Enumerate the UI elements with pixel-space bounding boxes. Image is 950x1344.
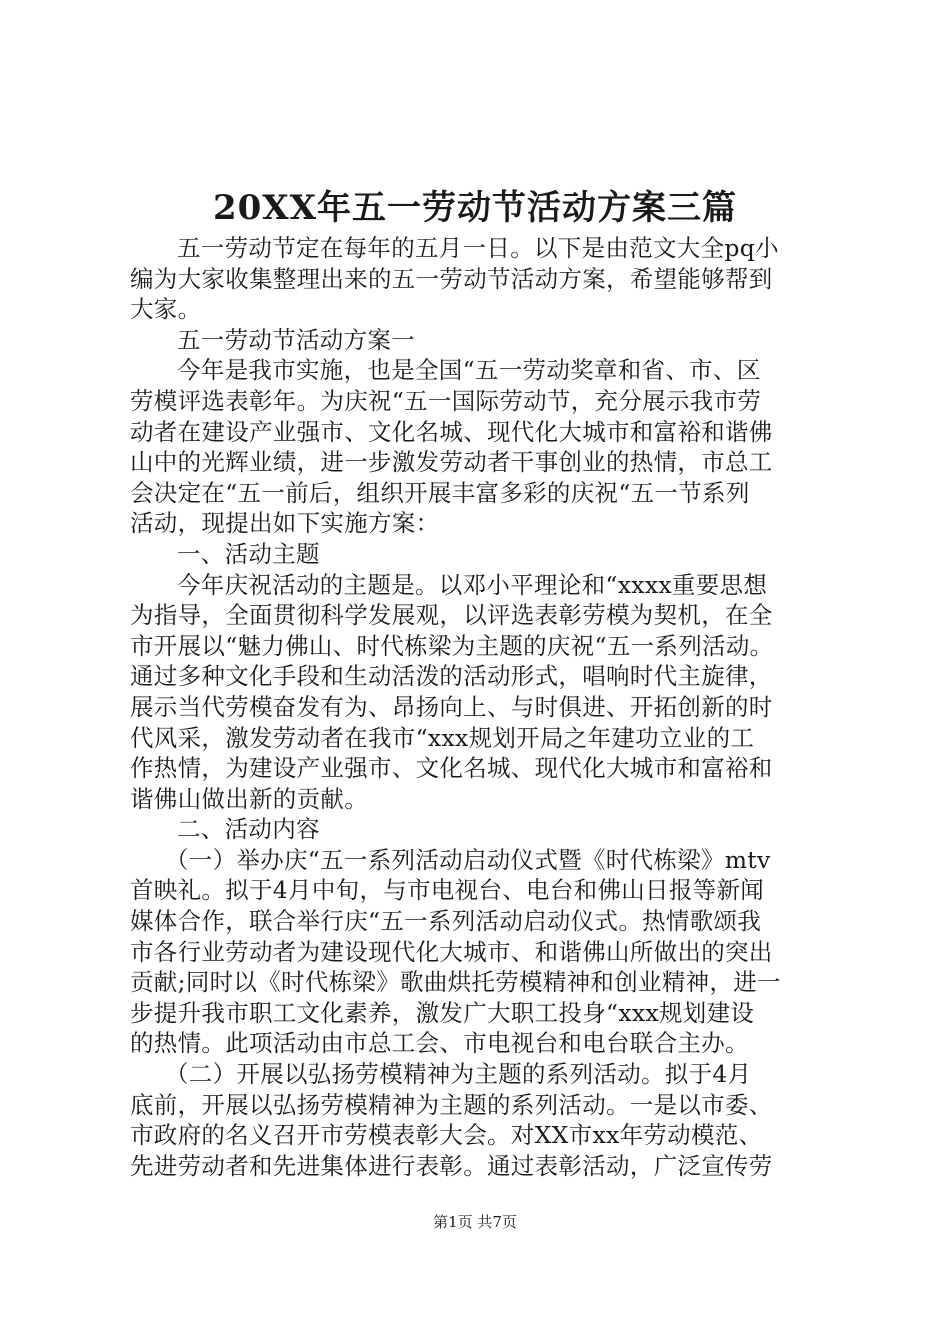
section-heading: 一、活动主题: [177, 539, 320, 568]
paragraph-line: 代风采，激发劳动者在我市“xxx规划开局之年建功立业的工: [130, 723, 755, 752]
document-body: [130, 233, 830, 1181]
paragraph-line: 活动，现提出如下实施方案：: [130, 509, 440, 538]
paragraph-line: 媒体合作，联合举行庆“五一系列活动启动仪式。热情歌颂我: [130, 907, 762, 936]
paragraph-line: 市各行业劳动者为建设现代化大城市、和谐佛山所做出的突出: [130, 937, 773, 966]
paragraph-line: 会决定在“五一前后，组织开展丰富多彩的庆祝“五一节系列: [130, 478, 750, 507]
paragraph-line: 展示当代劳模奋发有为、昂扬向上、与时俱进、开拓创新的时: [130, 692, 773, 721]
paragraph-line: 今年庆祝活动的主题是。以邓小平理论和“xxxx重要思想: [177, 570, 768, 599]
document-title: 20XX年五一劳动节活动方案三篇: [212, 188, 738, 228]
paragraph-line: 编为大家收集整理出来的五一劳动节活动方案，希望能够帮到: [130, 264, 773, 293]
paragraph-line: 为指导，全面贯彻科学发展观，以评选表彰劳模为契机，在全: [130, 601, 773, 630]
paragraph-line: 贡献;同时以《时代栋梁》歌曲烘托劳模精神和创业精神，进一: [130, 968, 781, 997]
section-heading: 五一劳动节活动方案一: [177, 325, 415, 354]
section-heading: 二、活动内容: [177, 815, 320, 844]
paragraph-line: 的热情。此项活动由市总工会、市电视台和电台联合主办。: [130, 1029, 749, 1058]
paragraph-line: （二）开展以弘扬劳模精神为主题的系列活动。拟于4月: [165, 1060, 752, 1089]
paragraph-line: 作热情，为建设产业强市、文化名城、现代化大城市和富裕和: [130, 754, 773, 783]
paragraph-line: 通过多种文化手段和生动活泼的活动形式，唱响时代主旋律，: [130, 662, 773, 691]
paragraph-line: 山中的光辉业绩，进一步激发劳动者干事创业的热情，市总工: [130, 448, 773, 477]
paragraph-line: 今年是我市实施，也是全国“五一劳动奖章和省、市、区: [177, 356, 761, 385]
paragraph-line: 先进劳动者和先进集体进行表彰。通过表彰活动，广泛宣传劳: [130, 1151, 773, 1180]
paragraph-line: 底前，开展以弘扬劳模精神为主题的系列活动。一是以市委、: [130, 1090, 773, 1119]
paragraph-line: 劳模评选表彰年。为庆祝“五一国际劳动节，充分展示我市劳: [130, 386, 762, 415]
paragraph-line: 五一劳动节定在每年的五月一日。以下是由范文大全pq小: [177, 234, 779, 262]
paragraph-line: 步提升我市职工文化素养，激发广大职工投身“xxx规划建设: [130, 998, 755, 1027]
paragraph-line: 谐佛山做出新的贡献。: [130, 784, 368, 813]
paragraph-line: （一）举办庆“五一系列活动启动仪式暨《时代栋梁》mtv: [165, 845, 771, 874]
paragraph-line: 市政府的名义召开市劳模表彰大会。对XX市xx年劳动模范、: [130, 1121, 763, 1150]
page-number: 第1页 共7页: [433, 1213, 517, 1231]
paragraph-line: 首映礼。拟于4月中旬，与市电视台、电台和佛山日报等新闻: [130, 876, 765, 905]
paragraph-line: 市开展以“魅力佛山、时代栋梁为主题的庆祝“五一系列活动。: [130, 631, 774, 660]
paragraph-line: 大家。: [130, 295, 202, 324]
paragraph-line: 动者在建设产业强市、文化名城、现代化大城市和富裕和谐佛: [130, 417, 773, 446]
